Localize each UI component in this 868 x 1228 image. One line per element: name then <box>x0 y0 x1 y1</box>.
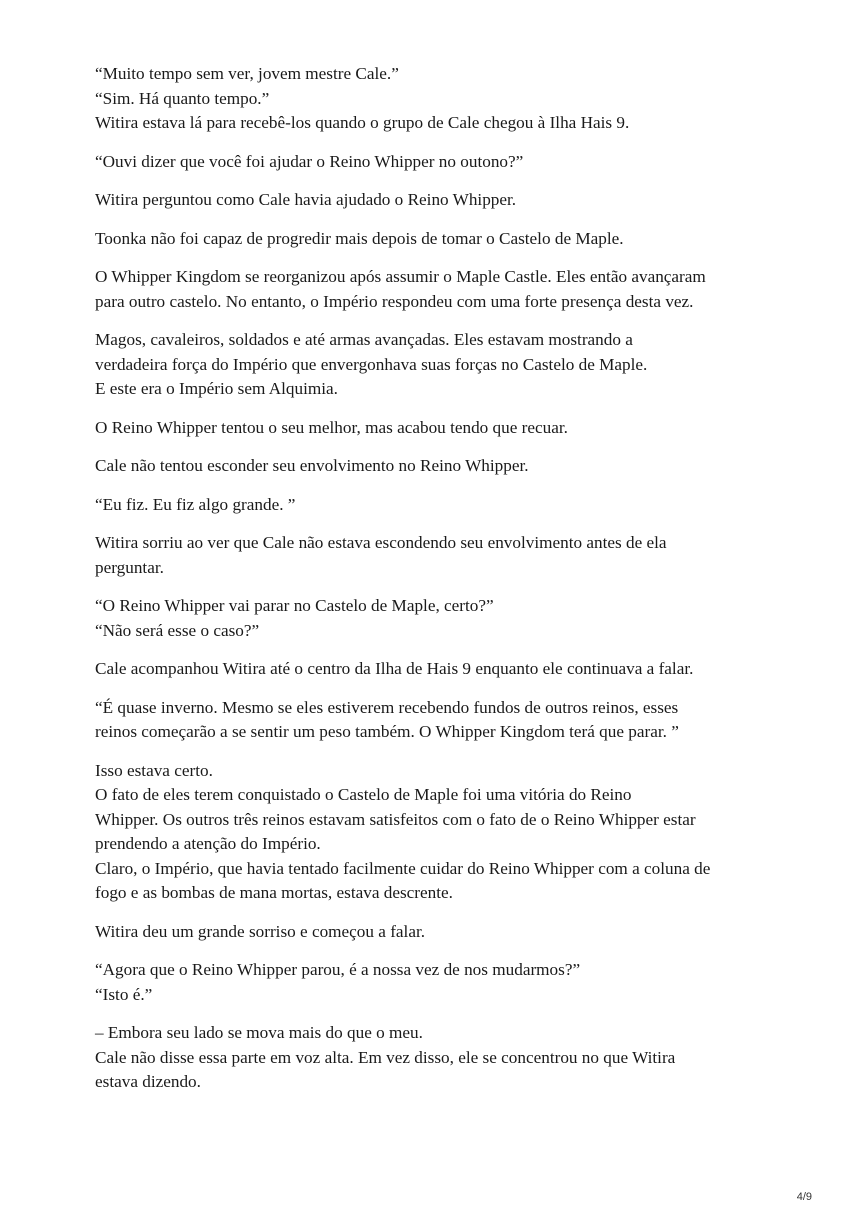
text-line: O Reino Whipper tentou o seu melhor, mas acabou tendo que recuar. <box>95 417 568 437</box>
text-line: fogo e as bombas de mana mortas, estava descrente. <box>95 883 453 902</box>
text-line: “Isto é.” <box>95 984 153 1004</box>
paragraph <box>95 657 800 682</box>
text-line: Cale não tentou esconder seu envolvimento no Reino Whipper. <box>95 456 529 475</box>
paragraph <box>95 920 800 945</box>
paragraph <box>95 493 800 518</box>
text-line: “Muito tempo sem ver, jovem mestre Cale.” <box>95 64 399 83</box>
paragraph <box>95 265 800 314</box>
paragraph <box>95 416 800 441</box>
text-line: prendendo a atenção do Império. <box>95 834 321 853</box>
text-line: Toonka não foi capaz de progredir mais depois de tomar o Castelo de Maple. <box>95 228 624 248</box>
text-line: perguntar. <box>95 557 164 577</box>
text-line: Whipper. Os outros três reinos estavam satisfeitos com o fato de o Reino Whipper estar <box>95 809 696 829</box>
text-line: “Agora que o Reino Whipper parou, é a nossa vez de nos mudarmos?” <box>95 960 581 979</box>
text-line: Cale não disse essa parte em voz alta. Em vez disso, ele se concentrou no que Witira <box>95 1047 676 1067</box>
paragraph <box>95 958 800 1007</box>
text-line: “O Reino Whipper vai parar no Castelo de Maple, certo?” <box>95 596 494 615</box>
text-line: Witira perguntou como Cale havia ajudado o Reino Whipper. <box>95 190 517 209</box>
document-body <box>95 62 800 1109</box>
text-line: Cale acompanhou Witira até o centro da Ilha de Hais 9 enquanto ele continuava a falar. <box>95 659 694 678</box>
paragraph <box>95 227 800 252</box>
text-line: verdadeira força do Império que envergonhava suas forças no Castelo de Maple. <box>95 354 648 374</box>
text-line: “Não será esse o caso?” <box>95 620 260 640</box>
paragraph <box>95 454 800 479</box>
text-line: estava dizendo. <box>95 1072 201 1091</box>
paragraph <box>95 531 800 580</box>
text-line: E este era o Império sem Alquimia. <box>95 379 338 398</box>
paragraph <box>95 1021 800 1095</box>
text-line: “Sim. Há quanto tempo.” <box>95 88 270 108</box>
paragraph <box>95 594 800 643</box>
text-line: Witira sorriu ao ver que Cale não estava escondendo seu envolvimento antes de ela <box>95 533 667 552</box>
text-line: “É quase inverno. Mesmo se eles estiverem recebendo fundos de outros reinos, esses <box>95 697 679 717</box>
text-line: O Whipper Kingdom se reorganizou após assumir o Maple Castle. Eles então avançaram <box>95 267 706 286</box>
paragraph <box>95 759 800 906</box>
paragraph <box>95 328 800 402</box>
paragraph <box>95 696 800 745</box>
text-line: Witira estava lá para recebê-los quando o grupo de Cale chegou à Ilha Hais 9. <box>95 113 630 132</box>
page-number: 4/9 <box>796 1191 812 1203</box>
paragraph <box>95 188 800 213</box>
text-line: Magos, cavaleiros, soldados e até armas avançadas. Eles estavam mostrando a <box>95 330 633 349</box>
text-line: “Eu fiz. Eu fiz algo grande. ” <box>95 494 296 514</box>
text-line: para outro castelo. No entanto, o Império respondeu com uma forte presença desta vez. <box>95 291 694 311</box>
text-line: Isso estava certo. <box>95 760 213 780</box>
text-line: reinos começarão a se sentir um peso também. O Whipper Kingdom terá que parar. ” <box>95 722 679 741</box>
text-line: – Embora seu lado se mova mais do que o meu. <box>95 1023 423 1042</box>
text-line: Witira deu um grande sorriso e começou a falar. <box>95 921 426 941</box>
text-line: “Ouvi dizer que você foi ajudar o Reino Whipper no outono?” <box>95 151 524 171</box>
paragraph <box>95 150 800 175</box>
paragraph <box>95 62 800 136</box>
text-line: Claro, o Império, que havia tentado facilmente cuidar do Reino Whipper com a coluna de <box>95 858 711 878</box>
text-line: O fato de eles terem conquistado o Castelo de Maple foi uma vitória do Reino <box>95 785 632 804</box>
